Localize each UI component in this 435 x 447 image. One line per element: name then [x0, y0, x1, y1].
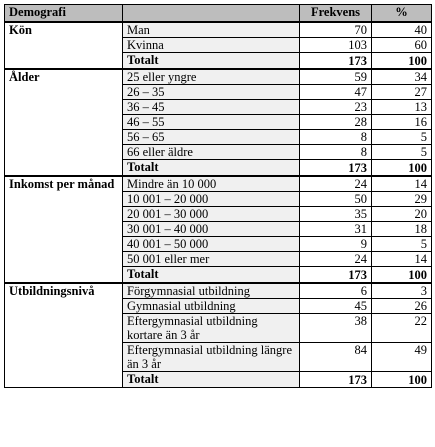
frequency-cell: 70 [300, 22, 372, 38]
percent-cell: 20 [372, 207, 432, 222]
category-cell: Man [123, 22, 300, 38]
percent-cell: 60 [372, 38, 432, 53]
header-frekvens: Frekvens [300, 5, 372, 23]
frequency-cell: 47 [300, 85, 372, 100]
percent-cell: 49 [372, 343, 432, 372]
group-label: Kön [5, 22, 123, 69]
percent-cell: 5 [372, 145, 432, 160]
percent-cell: 3 [372, 283, 432, 299]
category-cell: Kvinna [123, 38, 300, 53]
frequency-cell: 6 [300, 283, 372, 299]
percent-cell: 18 [372, 222, 432, 237]
percent-cell: 22 [372, 314, 432, 343]
frequency-cell: 23 [300, 100, 372, 115]
category-cell: 66 eller äldre [123, 145, 300, 160]
table-row [5, 176, 432, 192]
percent-cell: 100 [372, 372, 432, 388]
percent-cell: 100 [372, 267, 432, 284]
category-cell: 30 001 – 40 000 [123, 222, 300, 237]
percent-cell: 14 [372, 176, 432, 192]
group-label: Inkomst per månad [5, 176, 123, 283]
category-cell: 50 001 eller mer [123, 252, 300, 267]
percent-cell: 40 [372, 22, 432, 38]
frequency-cell: 173 [300, 267, 372, 284]
category-cell: 25 eller yngre [123, 69, 300, 85]
category-cell: 20 001 – 30 000 [123, 207, 300, 222]
category-cell: Eftergymnasial utbildning kortare än 3 år [123, 314, 300, 343]
percent-cell: 29 [372, 192, 432, 207]
frequency-cell: 50 [300, 192, 372, 207]
percent-cell: 100 [372, 53, 432, 70]
frequency-cell: 45 [300, 299, 372, 314]
table-row [5, 22, 432, 38]
percent-cell: 5 [372, 130, 432, 145]
category-cell: Eftergymnasial utbildning längre än 3 år [123, 343, 300, 372]
frequency-cell: 84 [300, 343, 372, 372]
percent-cell: 100 [372, 160, 432, 177]
table-row [5, 69, 432, 85]
total-label: Totalt [123, 267, 300, 284]
category-cell: 46 – 55 [123, 115, 300, 130]
total-label: Totalt [123, 160, 300, 177]
percent-cell: 5 [372, 237, 432, 252]
frequency-cell: 24 [300, 176, 372, 192]
header-demografi: Demografi [5, 5, 123, 23]
percent-cell: 16 [372, 115, 432, 130]
frequency-cell: 8 [300, 130, 372, 145]
category-cell: 10 001 – 20 000 [123, 192, 300, 207]
frequency-cell: 173 [300, 53, 372, 70]
percent-cell: 34 [372, 69, 432, 85]
frequency-cell: 31 [300, 222, 372, 237]
percent-cell: 14 [372, 252, 432, 267]
frequency-cell: 28 [300, 115, 372, 130]
frequency-cell: 59 [300, 69, 372, 85]
header-category [123, 5, 300, 23]
demographics-table [4, 4, 432, 388]
table-row [5, 283, 432, 299]
frequency-cell: 38 [300, 314, 372, 343]
frequency-cell: 103 [300, 38, 372, 53]
category-cell: 36 – 45 [123, 100, 300, 115]
total-label: Totalt [123, 372, 300, 388]
header-percent: % [372, 5, 432, 23]
percent-cell: 26 [372, 299, 432, 314]
frequency-cell: 24 [300, 252, 372, 267]
table-body [5, 22, 432, 388]
group-label: Ålder [5, 69, 123, 176]
frequency-cell: 35 [300, 207, 372, 222]
total-label: Totalt [123, 53, 300, 70]
frequency-cell: 173 [300, 372, 372, 388]
category-cell: 56 – 65 [123, 130, 300, 145]
group-label: Utbildningsnivå [5, 283, 123, 388]
category-cell: Mindre än 10 000 [123, 176, 300, 192]
category-cell: Förgymnasial utbildning [123, 283, 300, 299]
frequency-cell: 8 [300, 145, 372, 160]
category-cell: Gymnasial utbildning [123, 299, 300, 314]
category-cell: 40 001 – 50 000 [123, 237, 300, 252]
category-cell: 26 – 35 [123, 85, 300, 100]
header-row [5, 5, 432, 23]
percent-cell: 27 [372, 85, 432, 100]
frequency-cell: 9 [300, 237, 372, 252]
frequency-cell: 173 [300, 160, 372, 177]
percent-cell: 13 [372, 100, 432, 115]
